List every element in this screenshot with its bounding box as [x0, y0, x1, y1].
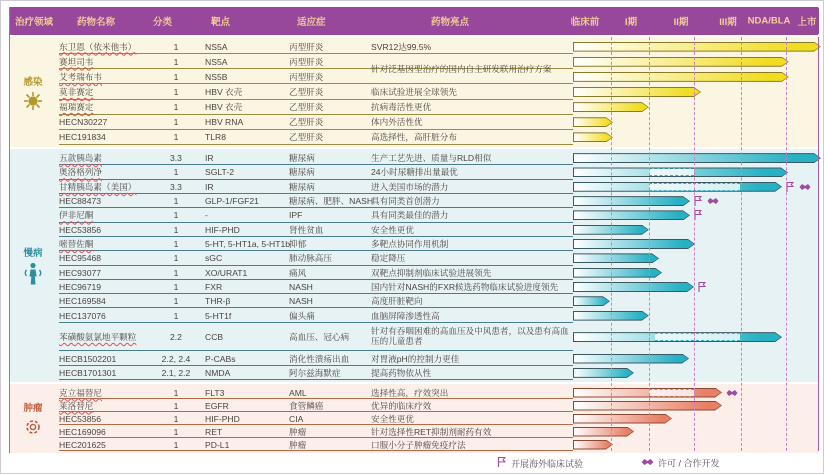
phase-header-5: 上市 — [797, 17, 817, 28]
highlight: 高选择性，高肝脏分布 — [371, 132, 457, 143]
highlight: 口服小分子肿瘤免疫疗法 — [371, 439, 466, 450]
classification: 2.1, 2.2 — [161, 367, 191, 378]
classification: 1 — [173, 86, 179, 97]
target: EGFR — [205, 400, 229, 411]
target: sGC — [205, 253, 223, 264]
target: 5-HT1f — [205, 310, 232, 321]
classification: 3.3 — [170, 181, 182, 192]
indication: 乙型肝炎 — [289, 132, 324, 143]
pipeline-row-chronic-13 — [9, 351, 819, 365]
table-header — [9, 7, 819, 35]
highlight: 优异的临床疗效 — [371, 400, 432, 411]
pipeline-row-chronic-8 — [9, 266, 819, 280]
highlight: 24小时尿糖排出量最优 — [371, 167, 458, 178]
column-header-5: 药物亮点 — [431, 17, 470, 28]
progress-arrow — [573, 253, 659, 263]
phase-header-1: I期 — [624, 17, 638, 28]
target: TLR8 — [205, 132, 227, 143]
drug-name: 艾考瑞布韦 — [59, 71, 102, 82]
pipeline-row-infection-3 — [9, 84, 819, 99]
target: NS5A — [205, 41, 228, 52]
progress-arrow — [573, 239, 695, 249]
flag-icon — [698, 281, 707, 292]
target: NS5A — [205, 56, 228, 67]
pipeline-row-chronic-4 — [9, 208, 819, 222]
phase-header-0: 临床前 — [570, 17, 600, 28]
indication: 偏头痛 — [289, 310, 315, 321]
classification: 1 — [173, 102, 179, 113]
pipeline-row-chronic-11 — [9, 308, 819, 322]
pipeline-row-chronic-10 — [9, 294, 819, 308]
drug-name: 嘧替佐酮 — [59, 239, 94, 250]
indication: 乙型肝炎 — [289, 86, 324, 97]
indication: 丙型肝炎 — [289, 71, 324, 82]
progress-arrow — [573, 296, 610, 306]
target: NMDA — [205, 367, 231, 378]
phase-divider-dashed — [611, 37, 612, 451]
highlight: 针对选择性RET抑制剂耐药有效 — [371, 426, 492, 437]
highlight: 进入美国市场的潜力 — [371, 181, 449, 192]
progress-arrow — [573, 196, 690, 206]
section-chronic — [9, 149, 819, 382]
classification: 1 — [173, 117, 179, 128]
right-border-line — [818, 37, 819, 451]
highlight: 临床试验进展全球领先 — [371, 86, 457, 97]
target: FLT3 — [205, 387, 225, 398]
target: CCB — [205, 332, 224, 343]
pipeline-row-infection-1 — [9, 54, 819, 75]
classification: 1 — [173, 210, 179, 221]
indication: 痛风 — [289, 267, 307, 278]
phase-gap-dashed — [655, 333, 740, 341]
progress-arrow — [573, 132, 613, 142]
classification: 1 — [173, 224, 179, 235]
pipeline-row-chronic-2 — [9, 180, 819, 194]
classification: 1 — [173, 196, 179, 207]
legend-license-codev — [641, 457, 720, 470]
phase-header-4: NDA/BLA — [747, 15, 791, 27]
indication: 肾性贫血 — [289, 224, 324, 235]
indication: AML — [289, 387, 307, 398]
pipeline-row-chronic-12 — [9, 323, 819, 352]
drug-name: 苯磺酸氨氯地平颗粒 — [59, 332, 137, 343]
target: HBV RNA — [205, 117, 244, 128]
indication: 肿瘤 — [289, 426, 307, 437]
phase-gap-dashed — [649, 168, 694, 176]
section-oncology — [9, 384, 819, 453]
highlight: 对胃液pH的控制力更佳 — [371, 353, 460, 364]
indication: 乙型肝炎 — [289, 102, 324, 113]
drug-name: HECN30227 — [59, 117, 108, 128]
progress-arrow — [573, 388, 722, 398]
drug-name: HECB1701301 — [59, 367, 117, 378]
target: P-CABs — [205, 353, 236, 364]
pipeline-row-oncology-2 — [9, 412, 819, 425]
target: FXR — [205, 281, 223, 292]
classification: 1 — [173, 41, 179, 52]
target: RET — [205, 426, 223, 437]
drug-name: HEC95468 — [59, 253, 102, 264]
classification: 1 — [173, 296, 179, 307]
pipeline-row-chronic-7 — [9, 251, 819, 265]
indication: 食管鳞癌 — [289, 400, 324, 411]
drug-name: 赛坦司韦 — [59, 56, 94, 67]
phase-header-3: III期 — [719, 17, 737, 28]
drug-name: 福瑞赛定 — [59, 102, 94, 113]
classification: 1 — [173, 167, 179, 178]
flag-icon — [497, 456, 507, 470]
legend-overseas-trial — [497, 456, 583, 470]
progress-arrow — [573, 440, 613, 450]
column-header-2: 分类 — [153, 17, 173, 28]
drug-name: HEC53856 — [59, 224, 102, 235]
highlight: 稳定降压 — [371, 253, 406, 264]
drug-name: HEC93077 — [59, 267, 102, 278]
progress-arrow — [573, 57, 789, 67]
legend-license-label: 许可 / 合作开发 — [658, 458, 720, 469]
classification: 1 — [173, 387, 179, 398]
indication: 肿瘤 — [289, 439, 307, 450]
classification: 2.2, 2.4 — [161, 353, 191, 364]
drug-name: HEC96719 — [59, 281, 102, 292]
target: GLP-1/FGF21 — [205, 196, 259, 207]
drug-name: 莱洛替尼 — [59, 400, 94, 411]
indication: 抑郁 — [289, 239, 307, 250]
column-header-4: 适应症 — [297, 17, 326, 28]
pipeline-row-chronic-1 — [9, 165, 819, 179]
indication: 糖尿病、肥胖、NASH — [289, 196, 374, 207]
flag-icon — [786, 181, 795, 192]
highlight: 国内针对NASH的FXR候选药物临床试验进度领先 — [371, 281, 559, 292]
highlight: 双靶点抑制剂临床试验进展领先 — [371, 267, 492, 278]
indication: 肺动脉高压 — [289, 253, 332, 264]
target: NS5B — [205, 71, 228, 82]
drug-name: HEC201625 — [59, 439, 106, 450]
target: - — [205, 210, 208, 221]
drug-name: HEC191834 — [59, 132, 106, 143]
highlight: 选择性高，疗效突出 — [371, 387, 449, 398]
column-header-3: 靶点 — [211, 17, 231, 28]
classification: 1 — [173, 426, 179, 437]
drug-name: 克立福替尼 — [59, 387, 102, 398]
indication: 高血压、冠心病 — [289, 332, 350, 343]
highlight: 具有同类首创潜力 — [371, 196, 440, 207]
column-header-0: 治疗领域 — [15, 17, 54, 28]
classification: 1 — [173, 439, 179, 450]
indication: CIA — [289, 413, 304, 424]
highlight: 高度肝脏靶向 — [371, 296, 423, 307]
pipeline-row-chronic-9 — [9, 280, 819, 294]
classification: 2.2 — [170, 332, 182, 343]
drug-name: HECB1502201 — [59, 353, 117, 364]
column-header-1: 药物名称 — [77, 17, 116, 28]
drug-name: HEC169584 — [59, 296, 106, 307]
indication: 丙型肝炎 — [289, 56, 324, 67]
handshake-icon — [641, 458, 654, 469]
pipeline-row-infection-6 — [9, 130, 819, 145]
legend-overseas-label: 开展海外临床试验 — [511, 458, 584, 469]
pipeline-row-oncology-1 — [9, 399, 819, 412]
progress-arrow — [573, 210, 690, 220]
highlight: 抗病毒活性更优 — [371, 102, 432, 113]
progress-arrow — [573, 368, 634, 378]
progress-arrow — [573, 87, 701, 97]
progress-arrow — [573, 332, 782, 342]
progress-arrow — [573, 117, 613, 127]
pipeline-row-oncology-0 — [9, 386, 819, 399]
progress-arrow — [573, 167, 788, 177]
target: THR-β — [205, 296, 231, 307]
highlight: 生产工艺先进、质量与RLD相似 — [371, 153, 492, 164]
row-divider — [59, 144, 573, 145]
pipeline-row-infection-5 — [9, 115, 819, 130]
progress-arrow — [573, 414, 672, 424]
target: HBV 衣壳 — [205, 102, 243, 113]
classification: 1 — [173, 310, 179, 321]
highlight: 多靶点协同作用机制 — [371, 239, 449, 250]
classification: 1 — [173, 413, 179, 424]
target: IR — [205, 153, 214, 164]
progress-arrow — [573, 401, 722, 411]
section-infection — [9, 37, 819, 147]
phase-divider-dashed — [741, 37, 742, 451]
target: 5-HT, 5-HT1a, 5-HT1b — [205, 239, 291, 250]
phase-gap-dashed — [649, 389, 695, 397]
target: HBV 衣壳 — [205, 86, 243, 97]
drug-name: 伊非尼酮 — [59, 210, 94, 221]
drug-name: 莫非赛定 — [59, 86, 94, 97]
area-name: 慢病 — [23, 248, 43, 259]
classification: 1 — [173, 132, 179, 143]
highlight: 针对泛基因型治疗的国内自主研发联用治疗方案 — [371, 64, 552, 75]
progress-arrow — [573, 354, 689, 364]
highlight: 血脑屏障渗透性高 — [371, 310, 440, 321]
phase-divider-dashed — [649, 37, 650, 451]
progress-arrow — [573, 427, 634, 437]
target: PD-L1 — [205, 439, 230, 450]
handshake-icon — [799, 183, 811, 191]
indication: IPF — [289, 210, 303, 221]
phase-divider-dashed — [694, 37, 695, 451]
highlight: 体内外活性优 — [371, 117, 423, 128]
indication: NASH — [289, 296, 313, 307]
highlight: 安全性更优 — [371, 224, 414, 235]
indication: 阿尔兹海默症 — [289, 367, 341, 378]
handshake-icon — [726, 389, 738, 397]
pipeline-row-oncology-3 — [9, 425, 819, 438]
target: HIF-PHD — [205, 413, 240, 424]
classification: 1 — [173, 71, 179, 82]
drug-name: HEC169096 — [59, 426, 106, 437]
classification: 1 — [173, 56, 179, 67]
target: SGLT-2 — [205, 167, 234, 178]
indication: 糖尿病 — [289, 181, 315, 192]
highlight: 针对有吞咽困难的高血压及中风患者，以及患有高血压的儿童患者 — [371, 326, 569, 347]
flag-icon — [694, 210, 703, 221]
legend — [9, 453, 817, 473]
target: HIF-PHD — [205, 224, 240, 235]
indication: 糖尿病 — [289, 153, 315, 164]
pipeline-row-oncology-4 — [9, 438, 819, 451]
progress-arrow — [573, 182, 782, 192]
indication: 消化性溃疡出血 — [289, 353, 350, 364]
drug-name: HEC53856 — [59, 413, 102, 424]
area-name: 肿瘤 — [23, 403, 43, 414]
drug-name: 五款胰岛素 — [59, 153, 102, 164]
pipeline-row-infection-4 — [9, 100, 819, 115]
classification: 1 — [173, 400, 179, 411]
indication: 丙型肝炎 — [289, 41, 324, 52]
pipeline-row-chronic-6 — [9, 237, 819, 251]
pipeline-row-chronic-3 — [9, 194, 819, 208]
phase-divider-dashed — [786, 37, 787, 451]
indication: NASH — [289, 281, 313, 292]
row-divider — [59, 379, 573, 380]
drug-name: 东卫恩（依米他韦） — [59, 41, 137, 52]
pipeline-row-infection-0 — [9, 39, 819, 54]
pipeline-row-chronic-0 — [9, 151, 819, 165]
highlight: 提高药物依从性 — [371, 367, 432, 378]
pipeline-row-chronic-14 — [9, 366, 819, 380]
highlight: SVR12达99.5% — [371, 41, 432, 52]
progress-arrow — [573, 72, 789, 82]
area-name: 感染 — [23, 76, 43, 88]
phase-header-2: II期 — [673, 17, 689, 28]
classification: 1 — [173, 253, 179, 264]
drug-name: 甘精胰岛素（美国） — [59, 181, 137, 192]
highlight: 安全性更优 — [371, 413, 414, 424]
target: XO/URAT1 — [205, 267, 248, 278]
drug-name: HEC88473 — [59, 196, 102, 207]
handshake-icon — [707, 197, 719, 205]
classification: 1 — [173, 267, 179, 278]
indication: 糖尿病 — [289, 167, 315, 178]
classification: 3.3 — [170, 153, 182, 164]
pipeline-row-chronic-5 — [9, 223, 819, 237]
drug-name: 奥洛格列净 — [59, 167, 102, 178]
classification: 1 — [173, 281, 179, 292]
highlight: 具有同类最佳的潜力 — [371, 210, 449, 221]
left-accent-line — [9, 7, 10, 465]
flag-icon — [694, 196, 703, 207]
drug-name: HEC137076 — [59, 310, 106, 321]
progress-arrow — [573, 282, 694, 292]
target: IR — [205, 181, 214, 192]
classification: 1 — [173, 239, 179, 250]
indication: 乙型肝炎 — [289, 117, 324, 128]
